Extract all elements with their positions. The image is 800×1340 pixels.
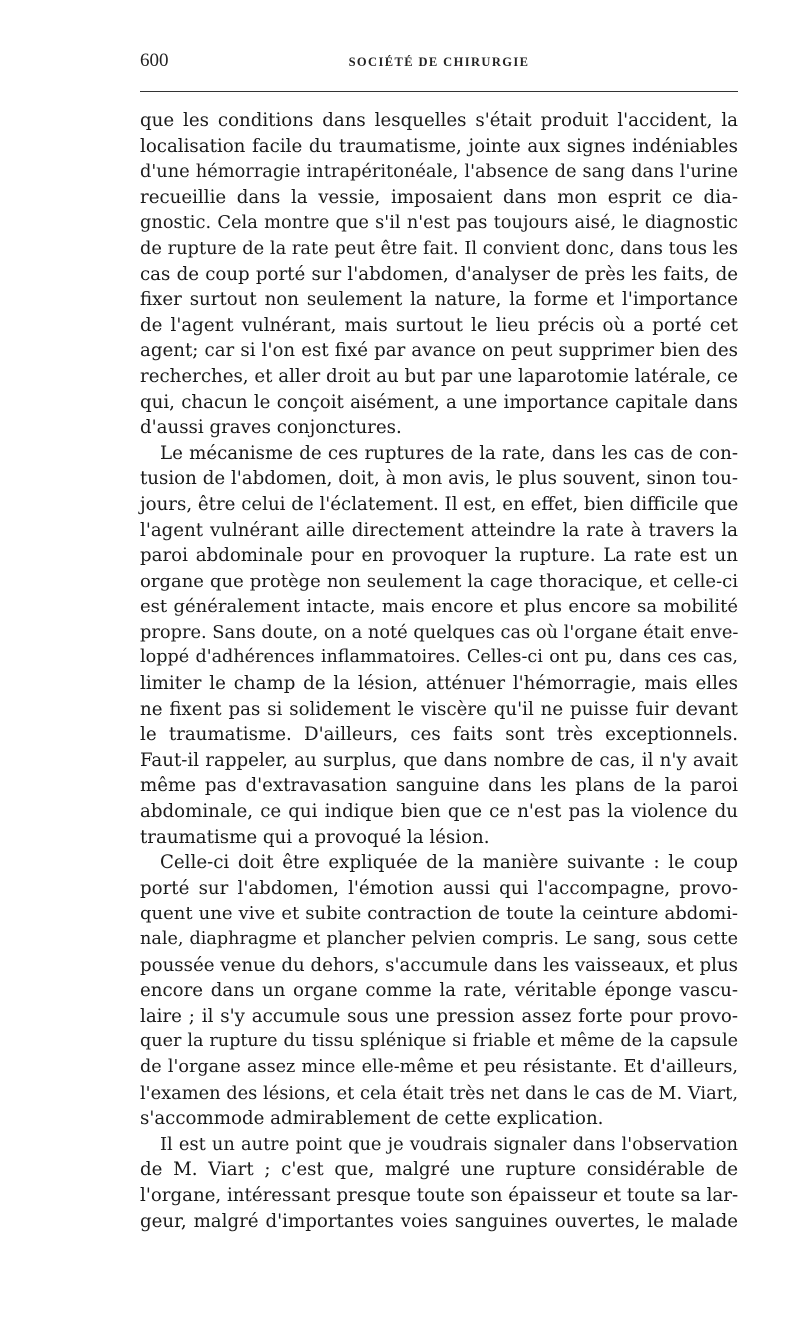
text-line: organe que protège non seulement la cage thoracique, et celle-ci <box>140 570 738 592</box>
text-line: jours, être celui de l'éclatement. Il est, en effet, bien difficile que <box>140 493 739 515</box>
text-line: nale, diaphragme et plancher pelvien compris. Le sang, sous cette <box>140 929 738 949</box>
text-line: que les conditions dans lesquelles s'était produit l'accident, la <box>140 110 738 131</box>
text-line: de l'agent vulnérant, mais surtout le lieu précis où a porté cet <box>140 314 738 336</box>
text-line: même pas d'extravasation sanguine dans les plans de la paroi <box>140 775 738 797</box>
running-head: SOCIÉTÉ DE CHIRURGIE <box>348 55 530 69</box>
text-line: gnostic. Cela montre que s'il n'est pas toujours aisé, le diagnostic <box>140 212 738 234</box>
text-line: paroi abdominale pour en provoquer la rupture. La rate est un <box>140 545 738 567</box>
text-line: quent une vive et subite contraction de toute la ceinture abdomi- <box>140 903 738 925</box>
text-line: d'aussi graves conjonctures. <box>140 417 402 439</box>
page-number: 600 <box>140 50 169 71</box>
text-line: propre. Sans doute, on a noté quelques cas où l'organe était enve- <box>140 621 739 643</box>
text-line: Faut-il rappeler, au surplus, que dans nombre de cas, il n'y avait <box>140 749 738 771</box>
text-line: cas de coup porté sur l'abdomen, d'analyser de près les faits, de <box>140 263 738 285</box>
text-line: ne fixent pas si solidement le viscère qu'il ne puisse fuir devant <box>140 698 738 720</box>
text-line: l'examen des lésions, et cela était très net dans le cas de M. Viart, <box>140 1082 738 1104</box>
text-line: d'une hémorragie intrapéritonéale, l'absence de sang dans l'urine <box>140 161 738 183</box>
header-rule <box>140 91 738 92</box>
page-header <box>140 50 738 78</box>
text-line: s'accommode admirablement de cette explication. <box>140 1108 604 1130</box>
text-line: localisation facile du traumatisme, jointe aux signes indéniables <box>140 135 738 157</box>
text-line: abdominale, ce qui indique bien que ce n'est pas la violence du <box>140 801 738 823</box>
text-line: de M. Viart ; c'est que, malgré une rupture considérable de <box>140 1159 738 1181</box>
text-line: laire ; il s'y accumule sous une pression assez forte pour provo- <box>140 1005 738 1027</box>
text-line: est généralement intacte, mais encore et plus encore sa mobilité <box>140 596 738 618</box>
text-line: l'organe, intéressant presque toute son épaisseur et toute sa lar- <box>140 1184 739 1206</box>
text-line: agent; car si l'on est fixé par avance on peut supprimer bien des <box>140 340 738 362</box>
text-line: traumatisme qui a provoqué la lésion. <box>140 826 490 848</box>
text-line: de rupture de la rate peut être fait. Il convient donc, dans tous les <box>140 237 738 259</box>
text-line: geur, malgré d'importantes voies sanguines ouvertes, le malade <box>140 1210 738 1232</box>
text-line: encore dans un organe comme la rate, véritable éponge vascu- <box>140 980 738 1002</box>
text-line: tusion de l'abdomen, doit, à mon avis, le plus souvent, sinon tou- <box>140 468 738 490</box>
text-line: Le mécanisme de ces ruptures de la rate, dans les cas de con- <box>160 442 738 464</box>
text-line: recueillie dans la vessie, imposaient dans mon esprit ce dia- <box>140 186 738 208</box>
text-line: fixer surtout non seulement la nature, la forme et l'importance <box>140 289 738 311</box>
text-line: le traumatisme. D'ailleurs, ces faits sont très exceptionnels. <box>140 724 738 746</box>
text-line: Celle-ci doit être expliquée de la manière suivante : le coup <box>160 852 738 874</box>
text-line: limiter le champ de la lésion, atténuer l'hémorragie, mais elles <box>140 673 738 695</box>
text-line: porté sur l'abdomen, l'émotion aussi qui l'accompagne, provo- <box>140 877 738 899</box>
text-line: qui, chacun le conçoit aisément, a une importance capitale dans <box>140 391 738 413</box>
text-line: de l'organe assez mince elle-même et peu résistante. Et d'ailleurs, <box>140 1056 738 1077</box>
text-line: Il est un autre point que je voudrais signaler dans l'observation <box>160 1133 738 1155</box>
text-line: poussée venue du dehors, s'accumule dans les vaisseaux, et plus <box>140 954 738 976</box>
text-line: recherches, et aller droit au but par une laparotomie latérale, ce <box>140 365 738 387</box>
body-text <box>140 108 738 1234</box>
text-line: quer la rupture du tissu splénique si friable et même de la capsule <box>140 1031 738 1052</box>
text-line: l'agent vulnérant aille directement atteindre la rate à travers la <box>140 519 738 541</box>
text-line: loppé d'adhérences inflammatoires. Celles-ci ont pu, dans ces cas, <box>140 647 738 668</box>
